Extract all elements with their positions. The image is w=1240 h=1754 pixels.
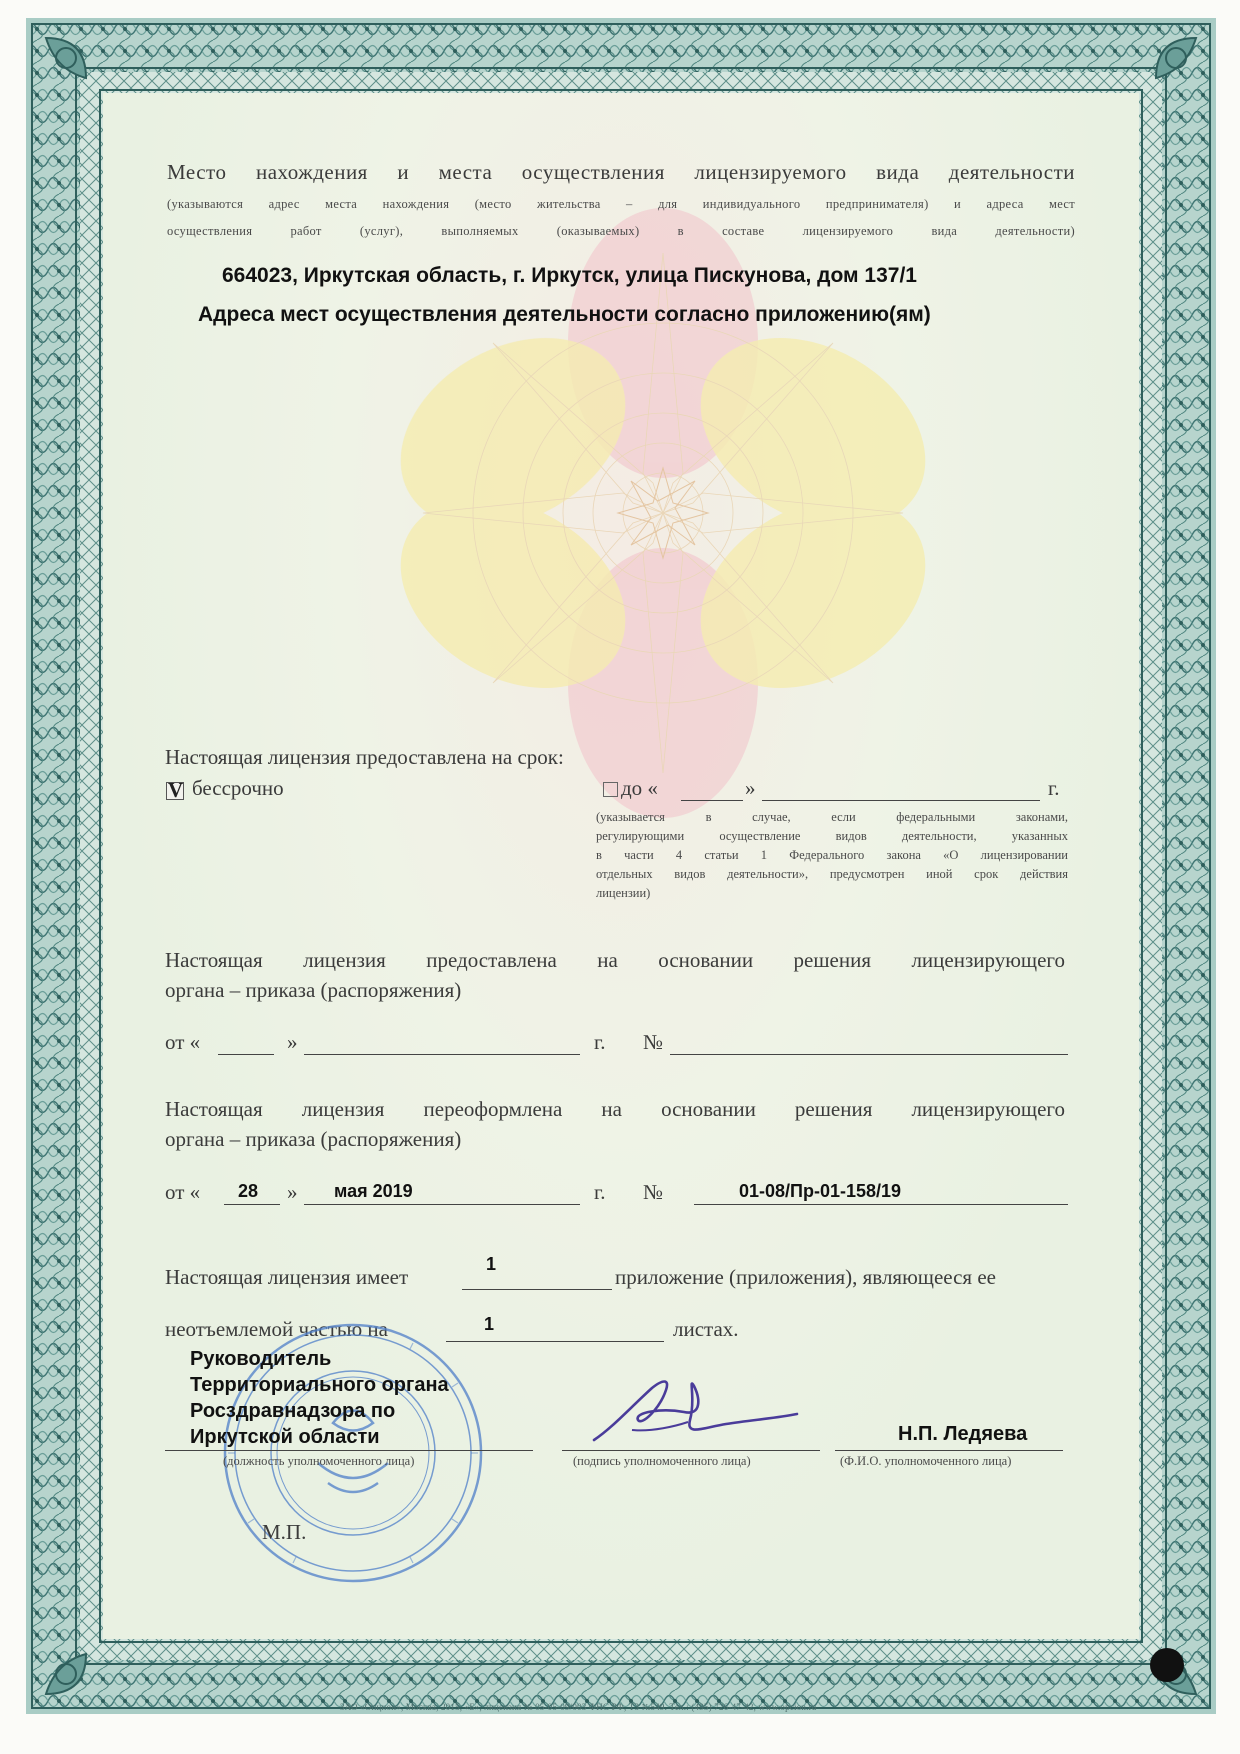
appendix-line2-prefix: неотъемлемой частью на <box>165 1317 388 1341</box>
name-line <box>835 1450 1063 1451</box>
location-hint-line2: осуществления работ (услуг), выполняемых (оказываемых) в составе лицензируемого вида деятельности) <box>167 224 1075 238</box>
reissue-from-close: » <box>287 1180 298 1204</box>
reissue-number-label: № <box>643 1180 664 1204</box>
reissue-date-line <box>304 1204 580 1205</box>
basis-from-prefix: от « <box>165 1030 201 1054</box>
activity-places-note: Адреса мест осуществления деятельности согласно приложению(ям) <box>198 303 931 326</box>
reissue-day: 28 <box>238 1181 259 1201</box>
until-day-line <box>681 800 743 801</box>
appendix-line2-suffix: листах. <box>673 1317 739 1341</box>
position-line <box>165 1450 533 1451</box>
signer-position-line3: Росздравнадзора по <box>190 1400 396 1422</box>
basis-line2: органа – приказа (распоряжения) <box>165 978 462 1002</box>
appendix-count: 1 <box>486 1254 497 1274</box>
until-year-label: г. <box>1048 776 1060 800</box>
until-close: » <box>745 776 756 800</box>
appendix-line1-suffix: приложение (приложения), являющееся ее <box>615 1265 996 1289</box>
security-rosette <box>383 203 943 823</box>
signer-position-line2: Территориального органа <box>190 1374 449 1396</box>
reissue-number-line <box>694 1204 1068 1205</box>
term-note-line2: регулирующими осуществление видов деятельности, указанных <box>596 829 1068 843</box>
reissue-year-label: г. <box>594 1180 606 1204</box>
location-heading: Место нахождения и места осуществления лицензируемого вида деятельности <box>167 160 1075 184</box>
term-note-line4: отдельных видов деятельности», предусмотрен иной срок действия <box>596 867 1068 881</box>
name-caption: (Ф.И.О. уполномоченного лица) <box>840 1454 1012 1468</box>
signer-name: Н.П. Ледяева <box>898 1423 1028 1445</box>
basis-day-line <box>218 1054 274 1055</box>
checkbox-mark: V <box>168 778 184 802</box>
printer-imprint: ЗАО «Опцион», Москва, 2015, «Б», лицензия № 05-05-09/003 ФНС РФ, ТЗ №549. Тел.: (495) 726-47-42, www.opcion.ru <box>340 1702 817 1712</box>
basis-date-line <box>304 1054 580 1055</box>
term-note-line5: лицензии) <box>596 886 651 900</box>
appendix-sheets: 1 <box>484 1314 495 1334</box>
appendix-line1-prefix: Настоящая лицензия имеет <box>165 1265 409 1289</box>
term-note-line1: (указывается в случае, если федеральными законами, <box>596 810 1068 824</box>
reissue-day-line <box>224 1204 280 1205</box>
unlimited-label: бессрочно <box>192 776 284 800</box>
location-hint-line1: (указываются адрес места нахождения (место жительства – для индивидуального предпринимателя) и адреса мест <box>167 197 1075 211</box>
reissue-from-prefix: от « <box>165 1180 201 1204</box>
seal-place-label: М.П. <box>262 1520 307 1544</box>
reissue-number: 01-08/Пр-01-158/19 <box>739 1181 902 1201</box>
position-caption: (должность уполномоченного лица) <box>223 1454 415 1468</box>
basis-from-close: » <box>287 1030 298 1054</box>
reissue-line2: органа – приказа (распоряжения) <box>165 1127 462 1151</box>
term-label: Настоящая лицензия предоставлена на срок: <box>165 745 564 769</box>
handwritten-signature <box>592 1368 802 1458</box>
signer-position-line4: Иркутской области <box>190 1426 380 1448</box>
until-date-line <box>762 800 1040 801</box>
basis-number-line <box>670 1054 1068 1055</box>
term-note-line3: в части 4 статьи 1 Федерального закона «О лицензировании <box>596 848 1068 862</box>
until-checkbox[interactable] <box>603 782 618 797</box>
appendix-count-line <box>462 1289 612 1290</box>
signature-caption: (подпись уполномоченного лица) <box>573 1454 751 1468</box>
reissue-line1: Настоящая лицензия переоформлена на основании решения лицензирующего <box>165 1097 1065 1121</box>
basis-number-label: № <box>643 1030 664 1054</box>
main-address: 664023, Иркутская область, г. Иркутск, улица Пискунова, дом 137/1 <box>222 264 917 287</box>
punch-hole <box>1150 1648 1184 1682</box>
basis-year-label: г. <box>594 1030 606 1054</box>
reissue-month-year: мая 2019 <box>334 1181 413 1201</box>
unlimited-checkbox[interactable] <box>166 778 184 802</box>
signer-position-line1: Руководитель <box>190 1348 332 1370</box>
basis-line1: Настоящая лицензия предоставлена на основании решения лицензирующего <box>165 948 1065 972</box>
until-prefix: до « <box>621 776 658 800</box>
